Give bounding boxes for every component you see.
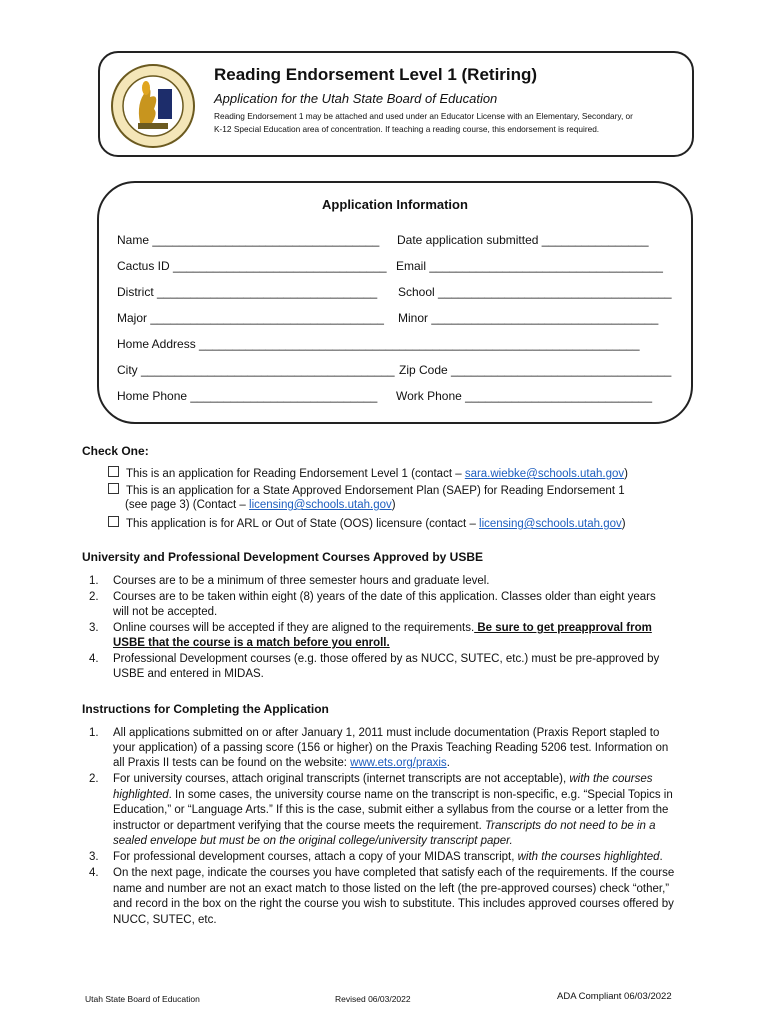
check-option-3 <box>108 516 626 530</box>
contact-email-link[interactable]: licensing@schools.utah.gov <box>249 499 392 511</box>
option-text: This is an application for Reading Endorsement Level 1 (contact – <box>126 468 465 480</box>
list-number: 2. <box>89 773 99 785</box>
instruction-text: . <box>659 851 663 863</box>
course-rule <box>113 622 652 634</box>
footer-revised: Revised 06/03/2022 <box>335 994 411 1004</box>
check-option-2 <box>108 483 625 497</box>
instruction-text <box>113 820 656 832</box>
home-address-field[interactable]: Home Address __________________________________________________________________ <box>117 337 640 351</box>
state-board-seal <box>110 63 196 149</box>
form-description <box>214 110 680 136</box>
course-rule: will not be accepted. <box>113 606 218 618</box>
instruction-text <box>113 757 450 769</box>
instruction-text: . In some cases, the university course name on the transcript is non-specific, e.g. “Special Topics in <box>168 789 673 801</box>
zip-code-field[interactable]: Zip Code _________________________________ <box>399 363 672 377</box>
option-text: ) <box>391 499 396 511</box>
instruction-text: All applications submitted on or after January 1, 2011 must include documentation (Praxis Report stapled to <box>113 727 660 739</box>
instruction-text: On the next page, indicate the courses you have completed that satisfy each of the requirements. If the course <box>113 867 675 879</box>
course-rule: USBE and entered in MIDAS. <box>113 668 264 680</box>
desc-line: Reading Endorsement 1 may be attached and used under an Educator License with an Elementary, Secondary, or <box>214 111 633 121</box>
contact-email-link[interactable]: licensing@schools.utah.gov <box>479 518 622 530</box>
instruction-text <box>113 773 652 785</box>
list-number: 2. <box>89 591 99 603</box>
instruction-text: For professional development courses, attach a copy of your MIDAS transcript, <box>113 851 518 863</box>
course-rule: Professional Development courses (e.g. those offered by as NUCC, SUTEC, etc.) must be pre-approved by <box>113 653 660 665</box>
home-phone-field[interactable]: Home Phone ____________________________ <box>117 389 378 403</box>
list-number: 1. <box>89 575 99 587</box>
school-field[interactable]: School ___________________________________ <box>398 285 672 299</box>
footer-org: Utah State Board of Education <box>85 994 200 1004</box>
footer-ada: ADA Compliant 06/03/2022 <box>557 991 672 1002</box>
major-field[interactable]: Major ___________________________________ <box>117 311 384 325</box>
list-number: 1. <box>89 727 99 739</box>
course-rule: Courses are to be taken within eight (8) years of the date of this application. Classes older than eight years <box>113 591 656 603</box>
checkbox-reading-endorsement[interactable] <box>108 466 119 477</box>
instruction-italic: Transcripts do not need to be in a <box>485 820 656 832</box>
instructions-heading: Instructions for Completing the Application <box>82 702 329 716</box>
instruction-italic: highlighted <box>113 789 169 801</box>
instruction-text: all Praxis II tests can be found on the website: <box>113 757 351 769</box>
instruction-text: your application) of a passing score (156 or higher) on the Praxis Teaching Reading 5206 test. Information on <box>113 742 669 754</box>
instruction-text: . <box>446 757 450 769</box>
list-number: 4. <box>89 867 99 879</box>
email-field[interactable]: Email ___________________________________ <box>396 259 663 273</box>
course-rule: Courses are to be a minimum of three semester hours and graduate level. <box>113 575 490 587</box>
check-option-1 <box>108 466 628 480</box>
option-text: ) <box>624 468 628 480</box>
option-text: ) <box>621 518 626 530</box>
option-text: This application is for ARL or Out of State (OOS) licensure (contact – <box>126 518 480 530</box>
form-subtitle: Application for the Utah State Board of Education <box>214 91 498 106</box>
instruction-text: and record in the box on the right the course you wish to substitute. This includes approved courses offered by <box>113 898 674 910</box>
desc-line: K-12 Special Education area of concentration. If teaching a reading course, this endorsement is required. <box>214 124 600 134</box>
instruction-text: name and number are not an exact match to those listed on the left (the pre-approved courses) check “other,” <box>113 883 670 895</box>
instruction-italic: sealed envelope but must be on the original college/university transcript paper. <box>113 835 513 847</box>
praxis-website-link[interactable]: www.ets.org/praxis <box>350 757 447 769</box>
courses-heading: University and Professional Development Courses Approved by USBE <box>82 550 483 564</box>
header-box <box>98 51 694 157</box>
date-submitted-field[interactable]: Date application submitted ________________ <box>397 233 649 247</box>
checkbox-arl-oos[interactable] <box>108 516 119 527</box>
list-number: 3. <box>89 851 99 863</box>
instruction-italic: with the courses <box>569 773 653 785</box>
instruction-text: For university courses, attach original transcripts (internet transcripts are not acceptable), <box>113 773 570 785</box>
instruction-italic: with the courses highlighted <box>517 851 660 863</box>
instruction-text <box>113 789 673 801</box>
instruction-text: instructor or department verifying that the course meets the requirement. <box>113 820 486 832</box>
check-one-heading: Check One: <box>82 444 149 458</box>
checkbox-saep[interactable] <box>108 483 119 494</box>
name-field[interactable]: Name __________________________________ <box>117 233 380 247</box>
option-text: This is an application for a State Approved Endorsement Plan (SAEP) for Reading Endorsement 1 <box>126 485 625 497</box>
minor-field[interactable]: Minor __________________________________ <box>398 311 659 325</box>
rule-text: Online courses will be accepted if they are aligned to the requirements. <box>113 622 475 634</box>
list-number: 4. <box>89 653 99 665</box>
check-option-2-cont <box>125 499 396 511</box>
district-field[interactable]: District _________________________________ <box>117 285 378 299</box>
work-phone-field[interactable]: Work Phone ____________________________ <box>396 389 653 403</box>
instruction-text: NUCC, SUTEC, etc. <box>113 914 217 926</box>
contact-email-link[interactable]: sara.wiebke@schools.utah.gov <box>464 468 625 480</box>
cactus-id-field[interactable]: Cactus ID ________________________________ <box>117 259 387 273</box>
list-number: 3. <box>89 622 99 634</box>
instruction-text: Education,” or “Language Arts.” If this is the case, submit either a syllabus from the course or a letter from the <box>113 804 669 816</box>
rule-emphasis: USBE that the course is a match before you enroll. <box>113 637 390 649</box>
option-text: (see page 3) (Contact – <box>125 499 250 511</box>
application-info-box <box>97 181 693 424</box>
city-field[interactable]: City ______________________________________ <box>117 363 395 377</box>
form-title: Reading Endorsement Level 1 (Retiring) <box>214 65 538 84</box>
instruction-text <box>113 851 663 863</box>
rule-emphasis: Be sure to get preapproval from <box>474 622 652 634</box>
application-info-title: Application Information <box>322 197 468 212</box>
